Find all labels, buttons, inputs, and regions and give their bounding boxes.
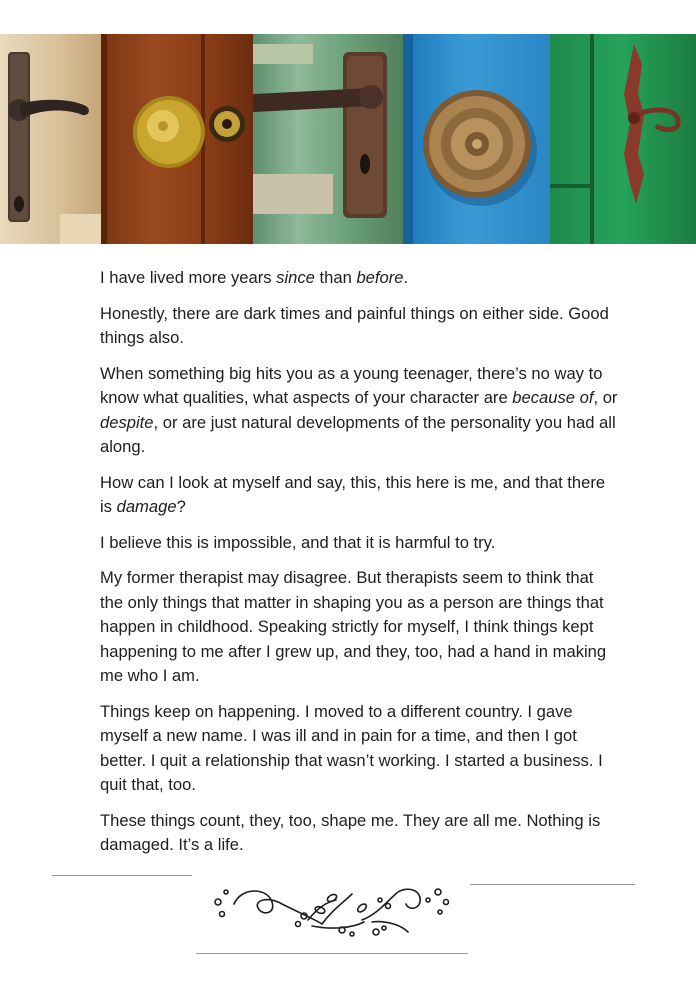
- paragraph: [100, 809, 620, 858]
- text-run: Things keep on happening. I moved to a different country. I gave myself a new name. I was ill and in pain for a time, and then I got better. I quit a relationship that wasn’t working. I started a business. I quit that, too.: [100, 701, 603, 794]
- door-handles-banner: [0, 34, 696, 244]
- italic-text: since: [276, 268, 315, 287]
- text-run: , or: [593, 388, 618, 407]
- text-run: I believe this is impossible, and that it is harmful to try.: [100, 532, 496, 552]
- paragraph: [100, 700, 620, 798]
- text-run: These things count, they, too, shape me. They are all me. Nothing is damaged. It’s a life.: [100, 810, 601, 854]
- door-panel-green-worn: [253, 34, 403, 244]
- paragraph: [100, 471, 620, 520]
- text-run: I have lived more years: [100, 268, 277, 287]
- essay-body: [100, 266, 620, 869]
- door-panel-cream: [0, 34, 101, 244]
- divider-right: [470, 884, 635, 885]
- italic-text: despite: [100, 412, 154, 432]
- italic-text: because of: [512, 388, 594, 407]
- paragraph: [100, 531, 620, 556]
- text-run: My former therapist may disagree. But therapists seem to think that the only things that matter in shaping you as a person are things that happen in childhood. Speaking strictly for myself, I think things kept happening to me after I grew up, and they, too, had a hand in making me who I am.: [100, 568, 607, 685]
- text-run: than: [314, 268, 357, 287]
- divider-left: [52, 875, 192, 876]
- floral-flourish-icon: [212, 880, 472, 940]
- text-run: , or are just natural developments of the personality you had all along.: [100, 412, 616, 456]
- text-run: .: [403, 268, 409, 287]
- door-panel-green: [550, 34, 696, 244]
- door-panel-wood: [101, 34, 253, 244]
- text-run: How can I look at myself and say, this, this here is me, and that there is: [100, 472, 606, 516]
- text-run: ?: [176, 497, 186, 516]
- brass-knob-icon: [101, 34, 253, 244]
- text-run: When something big hits you as a young teenager, there’s no way to know what qualities, what aspects of your character are: [100, 363, 603, 407]
- lever-handle-icon: [0, 34, 101, 244]
- divider-bottom: [196, 953, 468, 954]
- door-panel-blue: [403, 34, 550, 244]
- italic-text: damage: [116, 497, 177, 516]
- paragraph: [100, 266, 620, 291]
- italic-text: before: [356, 268, 404, 287]
- paragraph: [100, 566, 620, 689]
- text-run: Honestly, there are dark times and painful things on either side. Good things also.: [100, 303, 609, 347]
- ornate-handle-icon: [550, 34, 696, 244]
- ornate-knob-icon: [403, 34, 550, 244]
- lever-handle-icon: [253, 34, 403, 244]
- paragraph: [100, 302, 620, 351]
- paragraph: [100, 362, 620, 460]
